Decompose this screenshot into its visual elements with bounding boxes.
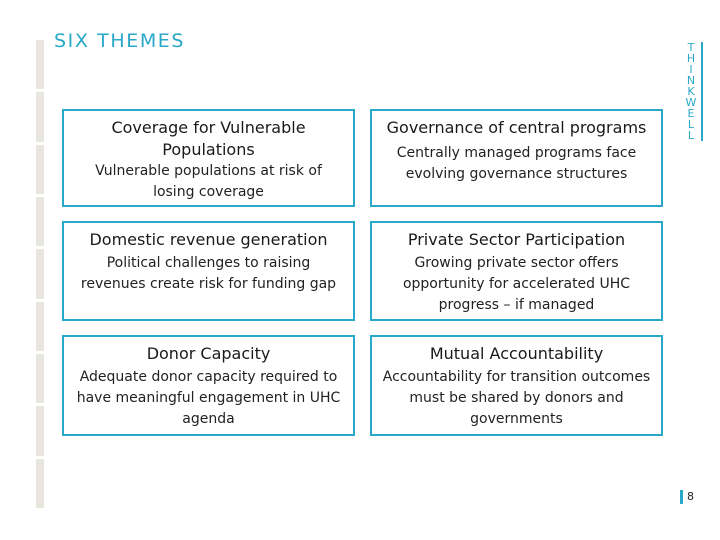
theme-card-coverage [62, 109, 355, 207]
logo-letter: L [687, 129, 695, 142]
theme-card-domestic-revenue [62, 221, 355, 321]
theme-heading: Mutual Accountability [429, 344, 604, 363]
strip-segment [36, 40, 44, 89]
theme-body: Accountability for transition outcomes must be shared by donors and governments [382, 369, 651, 427]
strip-segment [36, 406, 44, 455]
strip-segment [36, 302, 44, 351]
strip-segment [36, 145, 44, 194]
logo-letter: H [686, 52, 696, 65]
page-number: 8 [680, 490, 694, 504]
logo-letter: L [687, 118, 695, 131]
theme-heading: Governance of central programs [386, 118, 647, 137]
theme-heading: Coverage for Vulnerable Populations [111, 118, 306, 159]
logo-letter: K [687, 85, 695, 98]
thinkwell-logo [683, 42, 703, 141]
theme-body: Political challenges to raising revenues create risk for funding gap [80, 255, 337, 292]
left-decorative-strip [36, 40, 44, 508]
logo-letter: T [687, 41, 695, 54]
theme-card-governance [370, 109, 663, 207]
logo-letter: N [686, 74, 696, 87]
theme-heading: Domestic revenue generation [89, 230, 328, 249]
slide-title: SIX THEMES [54, 30, 186, 52]
strip-segment [36, 92, 44, 141]
strip-segment [36, 354, 44, 403]
strip-segment [36, 249, 44, 298]
theme-card-mutual-accountability [370, 335, 663, 436]
theme-heading: Donor Capacity [146, 344, 271, 363]
theme-body: Centrally managed programs face evolving governance structures [396, 145, 637, 182]
logo-letter: W [685, 96, 697, 109]
theme-body: Vulnerable populations at risk of losing coverage [95, 163, 322, 200]
logo-letter: I [689, 63, 693, 76]
theme-card-private-sector [370, 221, 663, 321]
strip-segment [36, 459, 44, 508]
strip-segment [36, 197, 44, 246]
theme-body: Adequate donor capacity required to have meaningful engagement in UHC agenda [76, 369, 341, 427]
logo-letter: E [687, 107, 695, 120]
theme-body: Growing private sector offers opportunity for accelerated UHC progress – if managed [402, 255, 631, 313]
theme-card-donor-capacity [62, 335, 355, 436]
theme-heading: Private Sector Participation [407, 230, 626, 249]
